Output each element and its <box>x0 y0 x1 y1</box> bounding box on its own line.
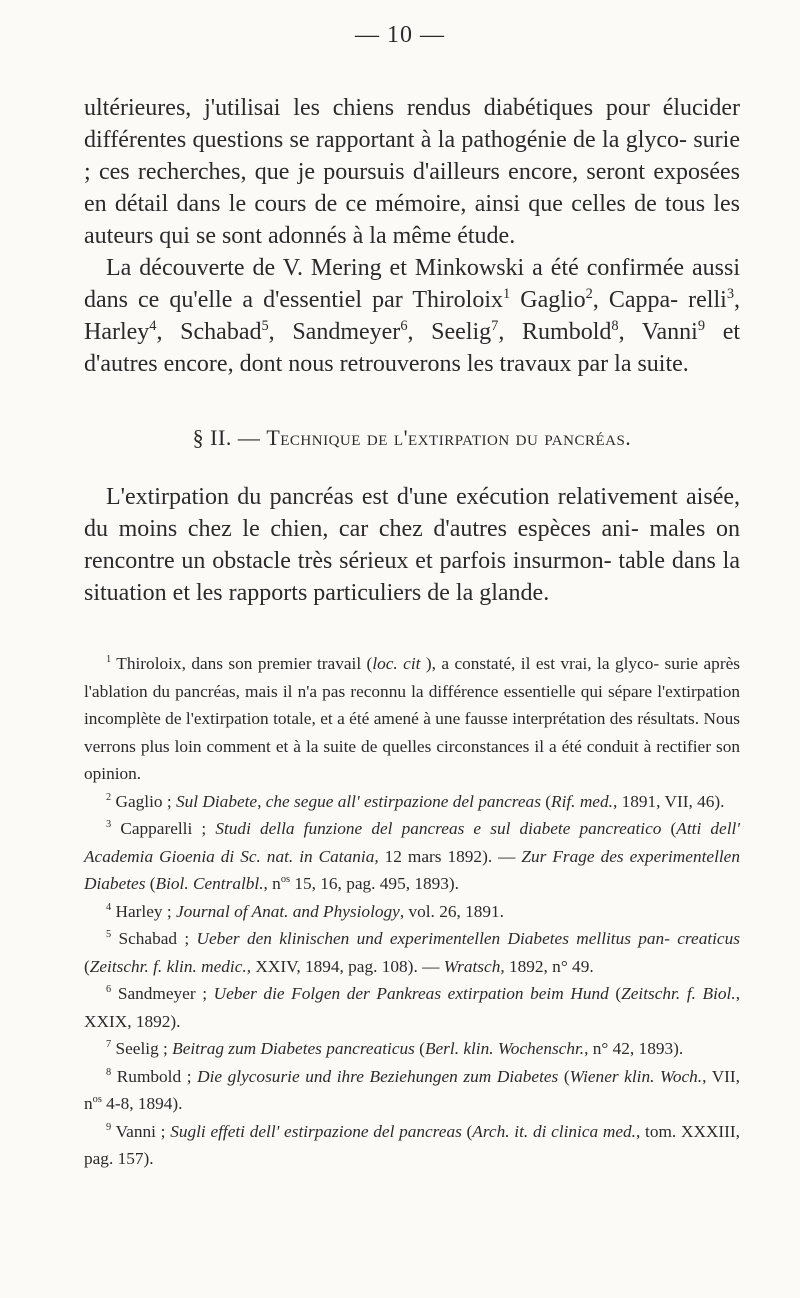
italic-run: loc. cit <box>372 654 421 673</box>
text-run: Capparelli ; <box>120 819 216 838</box>
italic-run: Sugli effeti dell' estirpazione del pancreas <box>170 1121 462 1141</box>
footnote <box>84 788 740 816</box>
italic-run: Berl. klin. Wochenschr. <box>424 1039 585 1058</box>
text-run: 1892, n° 49. <box>504 956 594 976</box>
page-number: — 10 — <box>355 22 445 48</box>
italic-run: Sul Diabete, che segue all' estirpazione del pancreas <box>176 791 541 811</box>
italic-run: Wratsch, <box>443 956 505 976</box>
text-run: ( <box>145 874 156 893</box>
text-run: , Cappa- relli <box>592 287 727 313</box>
footnote-number: 5 <box>106 929 112 941</box>
italic-run: Ueber den klinischen und experimentellen Diabetes mellitus pan- creaticus <box>196 929 740 948</box>
text-run: ( <box>558 1066 570 1086</box>
text-run: La découverte de V. Mering et Minkowski a été confirmée aussi dans ce qu'elle a d'essentiel par Thiroloix <box>84 255 740 313</box>
footnotes <box>84 650 740 1173</box>
footnote-number: 7 <box>106 1039 112 1051</box>
text-run: ( <box>461 1121 473 1141</box>
italic-run: Atti dell' Academia Gioenia di Sc. nat. in Catania, <box>84 819 740 866</box>
text-run: , Sandmeyer <box>268 319 401 345</box>
italic-run: Wiener klin. Woch. <box>569 1066 703 1086</box>
paragraph-text <box>84 252 740 380</box>
italic-run: Beitrag zum Diabetes pancreaticus <box>172 1039 415 1058</box>
text-run: , VII, n <box>84 1066 741 1113</box>
text-run: , vol. 26, 1891. <box>399 901 504 921</box>
text-run: Schabad ; <box>118 929 197 948</box>
footnote <box>84 898 740 926</box>
superscript: os <box>92 1094 102 1106</box>
text-run: Gaglio ; <box>115 791 176 811</box>
footnote-ref: 8 <box>611 318 619 334</box>
footnote-ref: 4 <box>149 318 157 334</box>
italic-run: Zeitschr. f. Biol. <box>621 984 736 1003</box>
text-run: Thiroloix, dans son premier travail ( <box>116 654 373 673</box>
text-run: Gaglio <box>510 287 586 313</box>
italic-run: Ueber die Folgen der Pankreas extirpation beim Hund <box>213 984 609 1003</box>
italic-run: Rif. med. <box>551 791 613 811</box>
italic-run: Studi della funzione del pancreas e sul diabete pancreatico <box>215 819 662 838</box>
text-run: , Vanni <box>618 319 698 345</box>
text-run: Rumbold ; <box>116 1066 198 1086</box>
text-run: ( <box>540 791 552 811</box>
italic-run: Die glycosurie und ihre Beziehungen zum Diabetes <box>197 1066 559 1086</box>
text-run: , XXIV, 1894, pag. 108). — <box>246 956 444 976</box>
text-run: , XXIX, 1892). <box>84 984 741 1031</box>
footnote-number: 2 <box>106 791 112 803</box>
footnote-ref: 7 <box>491 318 499 334</box>
text-run: ), a constaté, il est vrai, la glyco- surie après l'ablation du pancréas, mais il n'a pas reconnu la différence essentielle qui sépare l'extirpation incomplète de l'extirpation totale, et a été amené à une fausse interprétation des résultats. Nous verrons plus loin comment et à la suite de quelles circonstances il a été conduit à rectifier son opinion. <box>84 654 740 783</box>
paragraph-continuation <box>84 92 740 252</box>
text-run: , Rumbold <box>498 319 612 345</box>
text-run: , tom. XXXIII, pag. 157). <box>84 1121 740 1168</box>
footnote-number: 4 <box>106 901 112 913</box>
text-run: Seelig ; <box>115 1039 173 1058</box>
text-run: Vanni ; <box>115 1121 171 1141</box>
text-run: ( <box>84 956 90 976</box>
paragraph-extirpation <box>84 481 740 609</box>
footnote <box>84 1118 740 1173</box>
italic-run: Journal of Anat. and Physiology <box>175 901 400 921</box>
footnote-ref: 6 <box>400 318 408 334</box>
footnote-number: 8 <box>106 1066 112 1078</box>
footnote-ref: 5 <box>261 318 269 334</box>
footnote-number: 6 <box>106 984 112 996</box>
text-run: , Seelig <box>407 319 492 345</box>
footnote <box>84 1035 740 1063</box>
text-run: ( <box>608 984 622 1003</box>
text-run: ( <box>414 1039 425 1058</box>
section-heading <box>84 425 740 451</box>
section-number: § II. — <box>192 425 261 450</box>
footnote-number: 1 <box>106 654 112 666</box>
italic-run: Zur Frage des experimentellen Diabetes <box>84 846 740 893</box>
text-run: , n <box>263 874 281 893</box>
italic-run: Arch. it. di clinica med. <box>472 1121 636 1141</box>
text-run: , 1891, VII, 46). <box>612 791 725 811</box>
footnote <box>84 980 740 1035</box>
footnote-number: 9 <box>106 1121 112 1133</box>
footnote-ref: 9 <box>697 318 706 334</box>
text-run: 4-8, 1894). <box>101 1094 183 1113</box>
footnote <box>84 650 740 788</box>
footnote <box>84 925 740 980</box>
text-run: , Harley <box>84 287 741 345</box>
footnote-ref: 2 <box>585 286 593 302</box>
footnote-ref: 3 <box>726 286 735 302</box>
text-run: et d'autres encore, dont nous retrouverons les travaux par la suite. <box>84 319 741 377</box>
footnote-number: 3 <box>106 819 112 831</box>
text-run: , Schabad <box>156 319 262 345</box>
text-run: 12 mars 1892). — <box>378 846 522 866</box>
paragraph-text: L'extirpation du pancréas est d'une exécution relativement aisée, du moins chez le chien, car chez d'autres espèces ani- males on rencontre un obstacle très sérieux et parfois insurmon- table dans la situation et les rapports particuliers de la glande. <box>84 484 740 606</box>
text-run: Sandmeyer ; <box>117 984 214 1003</box>
text-run: Harley ; <box>115 901 176 921</box>
footnote-ref: 1 <box>503 286 511 302</box>
text-run: , n° 42, 1893). <box>584 1039 684 1058</box>
paragraph-text: ultérieures, j'utilisai les chiens rendus diabétiques pour élucider différentes questions se rapportant à la pathogénie de la glyco- surie ; ces recherches, que je poursuis d'ailleurs encore, seront exposées en détail dans le cours de ce mémoire, ainsi que celles de tous les auteurs qui se sont adonnés à la même étude. <box>84 95 740 249</box>
text-run: 15, 16, pag. 495, 1893). <box>290 874 459 893</box>
superscript: os <box>280 874 291 886</box>
footnote <box>84 1063 740 1118</box>
footnote <box>84 815 740 898</box>
text-run: ( <box>661 819 677 838</box>
italic-run: Biol. Centralbl. <box>155 874 264 893</box>
paragraph-discovery <box>84 252 740 380</box>
italic-run: Zeitschr. f. klin. medic. <box>89 956 247 976</box>
section-title: Technique de l'extirpation du pancréas. <box>266 425 632 450</box>
